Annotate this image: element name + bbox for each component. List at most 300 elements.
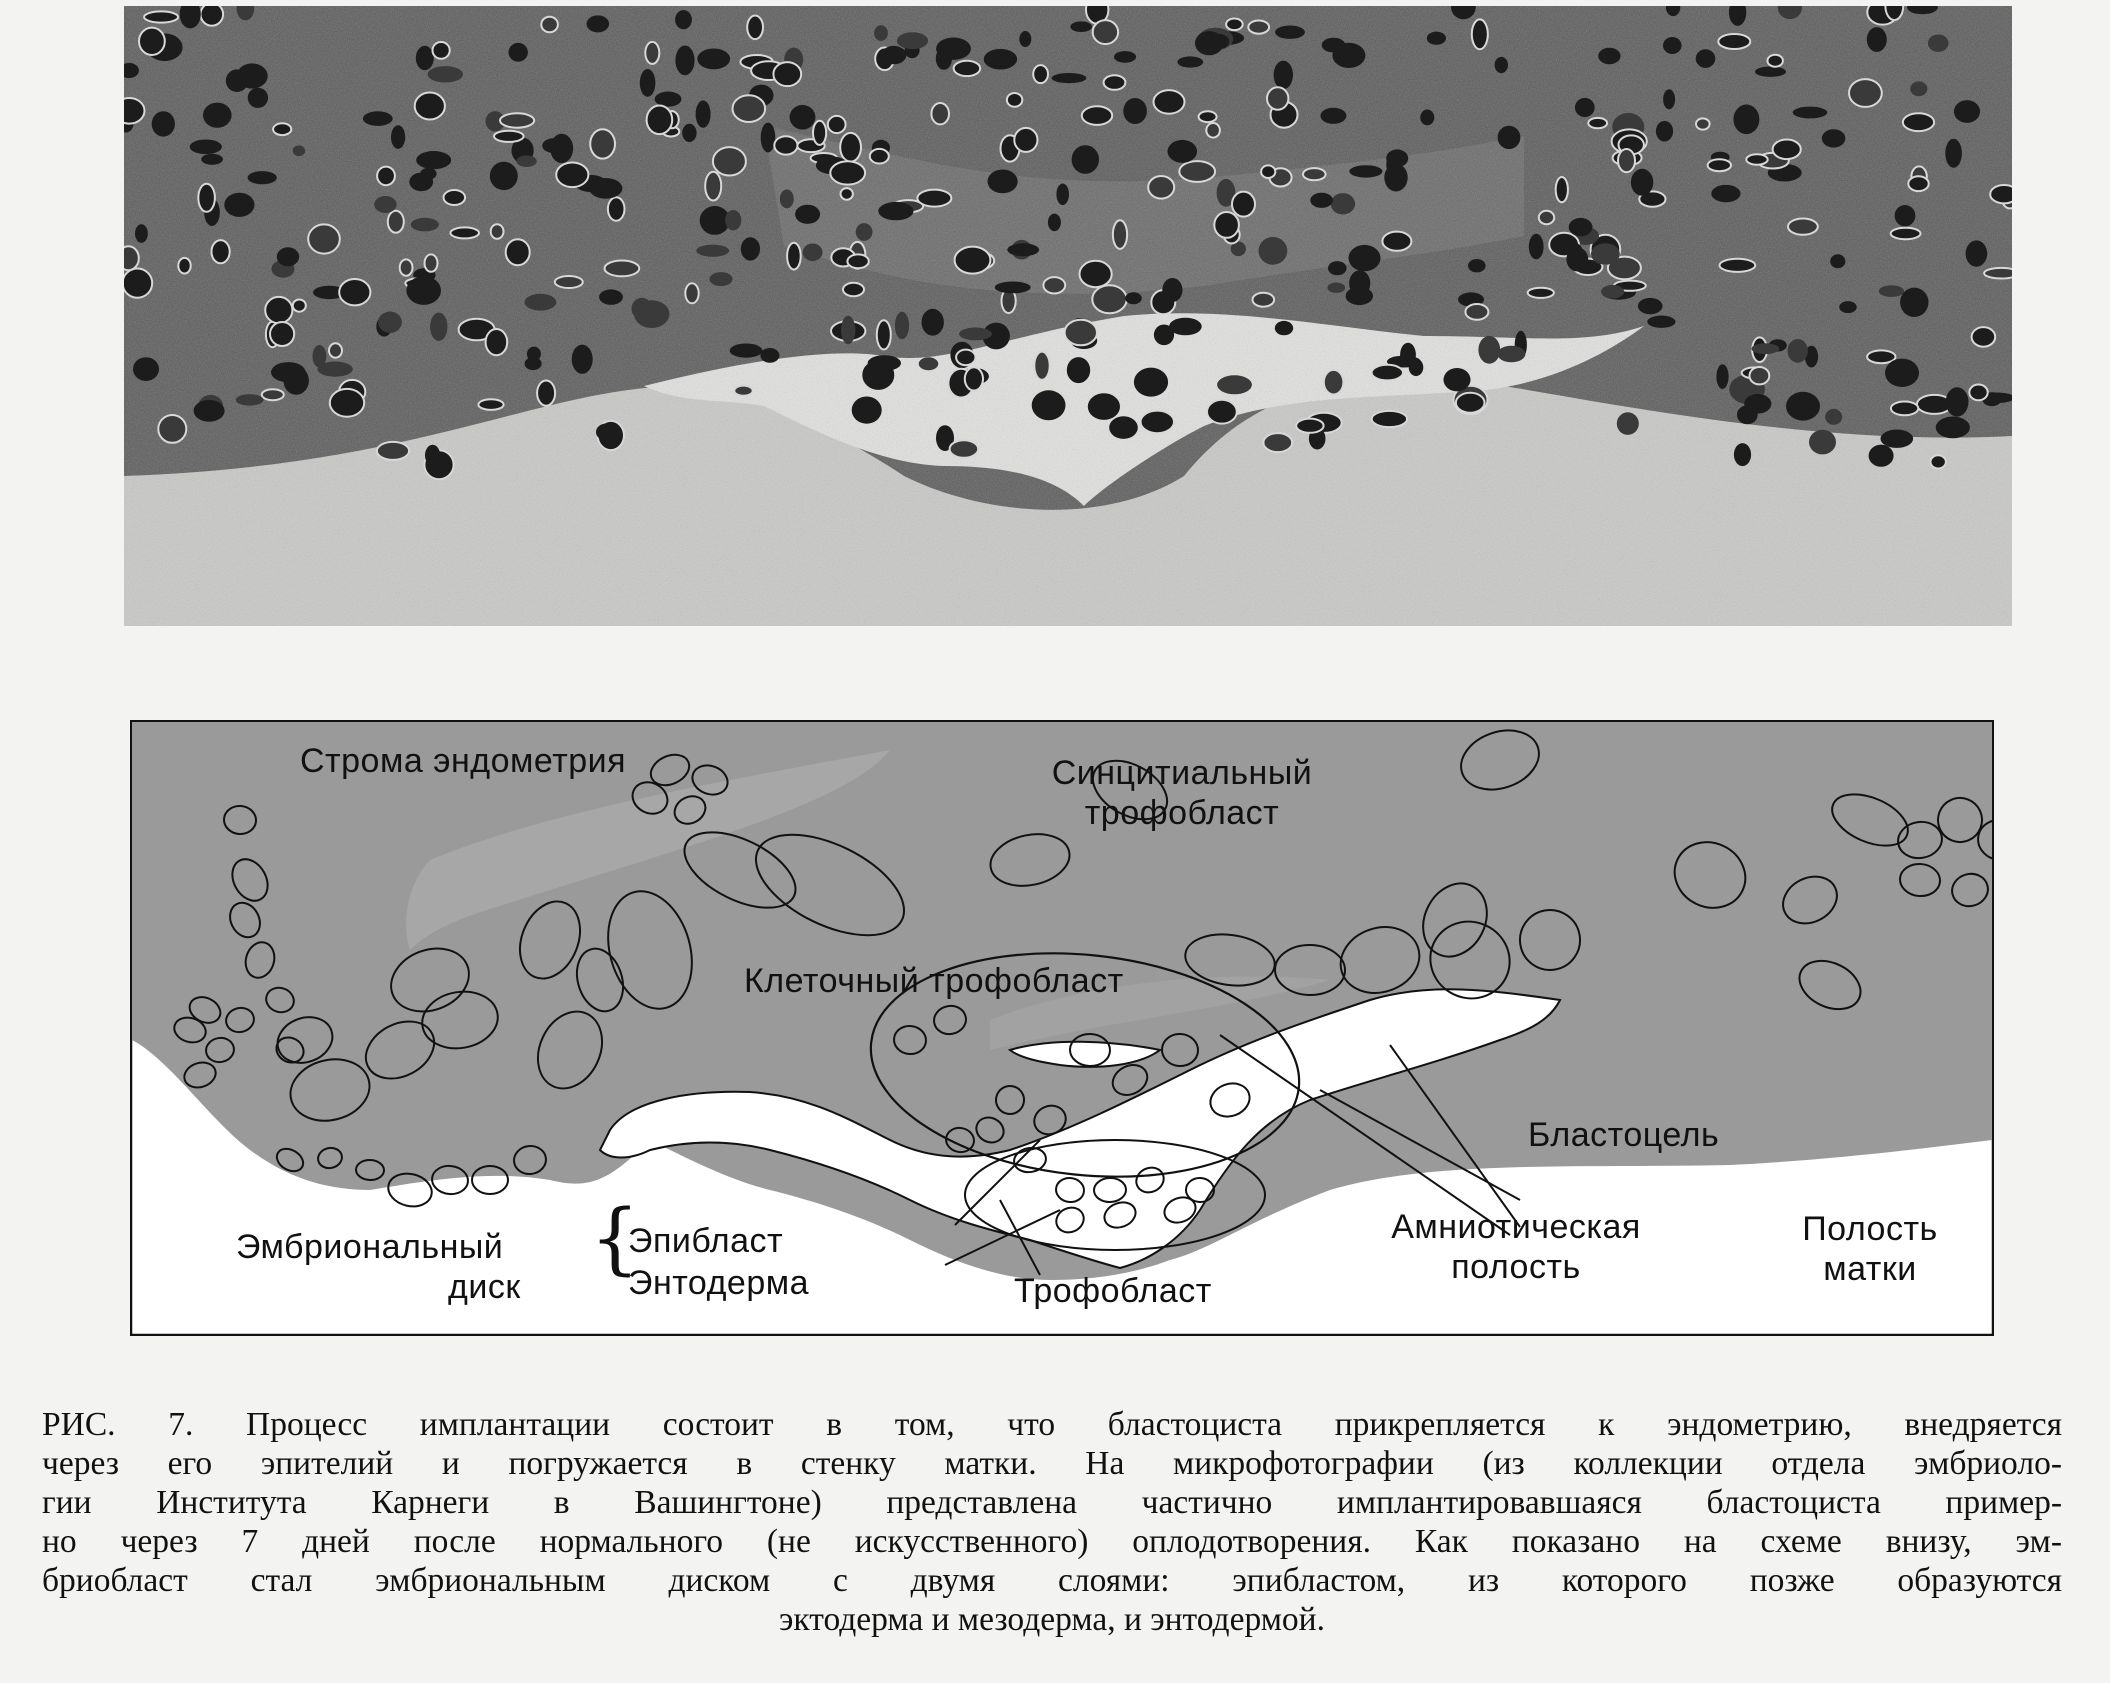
photo-nucleus (1134, 368, 1168, 397)
photo-nucleus (1232, 192, 1255, 217)
photo-nucleus (1080, 261, 1112, 287)
photo-nucleus (1618, 149, 1635, 172)
photo-nucleus (494, 131, 524, 142)
photo-nucleus (1972, 327, 1996, 347)
caption-line-1 (42, 1405, 2062, 1444)
photo-nucleus (541, 17, 558, 33)
photo-nucleus (787, 243, 801, 270)
photo-nucleus (1663, 89, 1675, 109)
photo-nucleus (1569, 244, 1582, 258)
photo-nucleus (194, 400, 225, 422)
photo-nucleus (377, 442, 409, 460)
photo-nucleus (293, 146, 306, 157)
label-embryonic-disc-1: Эмбриональный (236, 1228, 504, 1266)
photo-nucleus (965, 367, 983, 390)
photo-nucleus (1788, 339, 1808, 363)
photo-nucleus (313, 345, 327, 368)
photo-nucleus (878, 202, 913, 220)
label-uterine-cavity-2: матки (1823, 1250, 1917, 1288)
photo-nucleus (1601, 285, 1624, 299)
photo-nucleus (587, 15, 610, 32)
label-epiblast: Эпибласт (628, 1222, 784, 1260)
photo-nucleus (1867, 350, 1895, 363)
photo-nucleus (1209, 34, 1230, 49)
photo-nucleus (795, 205, 820, 224)
photo-nucleus (956, 350, 975, 366)
photo-nucleus (1007, 93, 1022, 107)
photo-nucleus (478, 399, 503, 410)
caption-line-2: через его эпителий и погружается в стенку матки. На микрофотографии (из коллекции отдела эмбриоло- (42, 1445, 2062, 1482)
photo-nucleus (1788, 219, 1818, 235)
photo-nucleus (1114, 51, 1136, 63)
photo-nucleus (1556, 177, 1568, 202)
photo-nucleus (1048, 214, 1061, 232)
photo-nucleus (1382, 232, 1411, 251)
photo-nucleus (416, 46, 434, 70)
photo-nucleus (881, 46, 906, 64)
photo-nucleus (1945, 139, 1962, 168)
photo-nucleus (248, 88, 268, 108)
label-amniotic-cavity-2: полость (1451, 1248, 1581, 1286)
photo-nucleus (1169, 318, 1202, 336)
photo-nucleus (685, 283, 698, 303)
photo-nucleus (1168, 140, 1198, 163)
photo-nucleus (124, 246, 139, 270)
photo-nucleus (1733, 105, 1759, 135)
photo-nucleus (1179, 161, 1215, 182)
photo-nucleus (1891, 228, 1921, 239)
photo-nucleus (248, 171, 277, 184)
photo-nucleus (1372, 411, 1407, 427)
photo-nucleus (516, 155, 536, 167)
photo-nucleus (377, 167, 395, 186)
photo-nucleus (158, 415, 186, 443)
photo-nucleus (262, 389, 284, 400)
caption-line-5: бриобласт стал эмбриональным диском с двумя слоями: эпибластом, из которого позже образуются (42, 1562, 2062, 1599)
photo-nucleus (868, 355, 901, 371)
photo-nucleus (1591, 243, 1620, 264)
caption-text-1: Процесс имплантации состоит в том, что бластоциста прикрепляется к эндометрию, внедряется (246, 1406, 2063, 1443)
photo-nucleus (1465, 304, 1488, 320)
photo-nucleus (1207, 400, 1237, 424)
photo-nucleus (430, 313, 447, 341)
photo-nucleus (1199, 111, 1217, 122)
photo-nucleus (696, 245, 729, 257)
label-cytotrophoblast: Клеточный трофобласт (744, 962, 1124, 1000)
photo-nucleus (780, 190, 794, 209)
photo-nucleus (1822, 129, 1846, 147)
photo-nucleus (1495, 57, 1508, 73)
photo-nucleus (1123, 98, 1147, 124)
photo-nucleus (542, 138, 565, 153)
photo-nucleus (1954, 100, 1980, 123)
photo-nucleus (1109, 416, 1138, 439)
photo-nucleus (284, 366, 309, 394)
photo-nucleus (1663, 37, 1682, 54)
photo-nucleus (425, 445, 440, 466)
photo-nucleus (841, 188, 853, 200)
photo-nucleus (1867, 27, 1887, 52)
photo-nucleus (922, 309, 944, 336)
photo-nucleus (509, 43, 528, 62)
photo-nucleus (1696, 118, 1710, 129)
photo-nucleus (144, 11, 178, 22)
photo-nucleus (1206, 123, 1220, 138)
photo-nucleus (655, 92, 682, 107)
photo-nucleus (1830, 254, 1845, 268)
photo-nucleus (1372, 365, 1403, 381)
figure-caption (42, 1405, 2062, 1639)
photo-nucleus (500, 113, 534, 127)
photo-nucleus (959, 328, 992, 341)
photo-nucleus (1786, 392, 1820, 421)
photo-nucleus (950, 440, 979, 458)
photo-nucleus (897, 32, 928, 49)
photo-nucleus (843, 283, 864, 296)
photo-nucleus (190, 140, 222, 155)
photo-nucleus (1014, 128, 1037, 152)
photo-nucleus (1125, 292, 1142, 304)
photo-nucleus (1349, 165, 1382, 177)
photo-nucleus (936, 47, 952, 70)
photo-nucleus (415, 93, 445, 120)
caption-line-3: гии Института Карнеги в Вашингтоне) представлена частично имплантировавшаяся бластоциста пример- (42, 1484, 2062, 1521)
brace-embryonic-disc: { (590, 1194, 641, 1284)
label-blastocoel: Бластоцель (1528, 1116, 1720, 1154)
photo-nucleus (1088, 393, 1120, 420)
photo-nucleus (1885, 359, 1919, 387)
photo-nucleus (741, 237, 760, 260)
photo-nucleus (406, 276, 441, 305)
photo-nucleus (1154, 90, 1185, 114)
photo-nucleus (1617, 412, 1639, 435)
caption-line-4: но через 7 дней после нормального (не искусственного) оплодотворения. Как показано на схеме внизу, эм- (42, 1523, 2062, 1560)
photo-nucleus (1328, 283, 1346, 293)
photo-nucleus (761, 123, 776, 153)
photo-nucleus (1708, 159, 1731, 171)
micrograph-photo (124, 6, 2012, 626)
photo-nucleus (1656, 121, 1673, 142)
label-uterine-cavity-1: Полость (1802, 1210, 1938, 1248)
photo-nucleus (1928, 35, 1949, 52)
label-amniotic-cavity-1: Амниотическая (1391, 1208, 1641, 1246)
photo-nucleus (1720, 259, 1756, 272)
photo-nucleus (1497, 346, 1525, 363)
photo-nucleus (1752, 343, 1780, 354)
photo-nucleus (640, 69, 656, 97)
photo-nucleus (954, 61, 981, 76)
photo-nucleus (599, 289, 623, 304)
photo-nucleus (1638, 298, 1663, 314)
photo-nucleus (1093, 20, 1118, 44)
photo-nucleus (1148, 176, 1174, 199)
photo-nucleus (828, 116, 846, 133)
photo-nucleus (1032, 390, 1066, 420)
photo-nucleus (1253, 293, 1275, 307)
photo-nucleus (1303, 168, 1326, 180)
photo-nucleus (955, 247, 991, 274)
photo-nucleus (1472, 19, 1488, 49)
photo-nucleus (1869, 445, 1894, 467)
photo-nucleus (572, 345, 593, 374)
photo-nucleus (1310, 193, 1333, 208)
photo-nucleus (339, 279, 370, 305)
photo-nucleus (1263, 433, 1292, 452)
photo-nucleus (852, 397, 882, 424)
label-endoderm: Энтодерма (628, 1264, 810, 1302)
photo-nucleus (870, 149, 889, 164)
photo-nucleus (486, 329, 508, 355)
photo-nucleus (198, 184, 215, 212)
photo-nucleus (329, 343, 342, 357)
photo-nucleus (675, 10, 692, 29)
photo-nucleus (409, 173, 433, 192)
photo-nucleus (856, 223, 873, 241)
photo-nucleus (1478, 336, 1500, 364)
photo-nucleus (733, 95, 766, 122)
photo-nucleus (1104, 75, 1126, 90)
photo-nucleus (1275, 321, 1293, 335)
photo-nucleus (874, 25, 888, 41)
photo-nucleus (1034, 352, 1049, 380)
photo-nucleus (841, 316, 855, 344)
photo-nucleus (605, 261, 640, 277)
photo-nucleus (747, 15, 763, 39)
photo-nucleus (1936, 417, 1970, 439)
photo-nucleus (1809, 430, 1836, 455)
photo-nucleus (725, 210, 741, 230)
photo-nucleus (1386, 149, 1408, 167)
photo-nucleus (1894, 403, 1914, 414)
photo-nucleus (433, 42, 450, 59)
photo-nucleus (988, 170, 1018, 194)
photo-nucleus (1082, 106, 1112, 125)
photo-nucleus (1328, 261, 1347, 275)
label-embryonic-disc-2: диск (448, 1268, 521, 1306)
photo-nucleus (124, 98, 145, 124)
photo-nucleus (1409, 359, 1424, 376)
photo-nucleus (1598, 48, 1620, 64)
photo-nucleus (1746, 154, 1767, 164)
photo-nucleus (1716, 364, 1728, 389)
photo-nucleus (590, 129, 615, 158)
photo-nucleus (1881, 430, 1914, 448)
photo-nucleus (212, 240, 230, 263)
photo-nucleus (760, 348, 779, 363)
photo-nucleus (710, 272, 733, 286)
photo-nucleus (201, 6, 224, 26)
photo-nucleus (1043, 277, 1065, 293)
photo-nucleus (1900, 288, 1928, 317)
photo-nucleus (400, 259, 413, 275)
photo-nucleus (391, 125, 405, 149)
photo-nucleus (1033, 65, 1048, 83)
photo-nucleus (1793, 107, 1828, 119)
photo-nucleus (647, 106, 673, 135)
photo-nucleus (1984, 268, 2012, 279)
photo-nucleus (1773, 140, 1801, 160)
photo-nucleus (133, 357, 159, 381)
photo-nucleus (178, 258, 190, 274)
label-endometrial-stroma: Строма эндометрия (300, 742, 627, 780)
label-syncytiotrophoblast-2: трофобласт (1084, 794, 1280, 832)
photo-nucleus (931, 103, 949, 124)
photo-nucleus (1750, 367, 1770, 384)
photo-nucleus (135, 224, 148, 243)
photo-nucleus (682, 124, 696, 142)
photo-nucleus (1332, 43, 1365, 68)
photo-nucleus (1575, 98, 1595, 117)
photo-nucleus (1849, 79, 1882, 107)
photo-nucleus (330, 389, 364, 417)
photo-nucleus (1895, 205, 1916, 226)
photo-nucleus (237, 63, 268, 88)
photo-nucleus (374, 196, 396, 213)
photo-nucleus (713, 147, 746, 175)
photo-nucleus (1931, 455, 1946, 468)
photo-nucleus (705, 172, 721, 201)
photo-nucleus (490, 162, 518, 190)
photo-nucleus (308, 224, 340, 253)
photo-nucleus (1456, 393, 1485, 413)
photo-nucleus (813, 121, 826, 145)
photo-nucleus (1072, 145, 1099, 174)
photo-nucleus (1056, 184, 1069, 206)
photo-nucleus (1468, 259, 1486, 272)
photo-nucleus (1007, 243, 1039, 256)
photo-nucleus (527, 347, 541, 362)
photo-nucleus (1259, 237, 1288, 265)
label-syncytiotrophoblast-1: Синцитиальный (1051, 754, 1313, 792)
photo-nucleus (1274, 61, 1293, 90)
photo-nucleus (917, 190, 951, 207)
photo-nucleus (1346, 287, 1373, 305)
photo-nucleus (632, 298, 653, 320)
photo-nucleus (293, 300, 306, 312)
photo-nucleus (919, 357, 939, 370)
photo-nucleus (830, 161, 865, 184)
photo-nucleus (556, 163, 588, 188)
photo-nucleus (895, 312, 909, 340)
photo-nucleus (1528, 288, 1554, 298)
photo-nucleus (425, 254, 438, 271)
photo-nucleus (273, 123, 291, 135)
photo-nucleus (1839, 301, 1856, 313)
photo-nucleus (1588, 118, 1607, 128)
photo-nucleus (730, 344, 763, 358)
photo-nucleus (1696, 49, 1716, 68)
photo-nucleus (411, 218, 439, 232)
photo-nucleus (491, 224, 504, 239)
photo-nucleus (224, 193, 254, 217)
photo-nucleus (1267, 87, 1288, 109)
photo-nucleus (1908, 176, 1928, 191)
photo-nucleus (270, 322, 294, 346)
photo-nucleus (1647, 316, 1675, 328)
photo-nucleus (1065, 320, 1097, 346)
photo-nucleus (1718, 34, 1750, 49)
photo-nucleus (608, 197, 625, 220)
photo-nucleus (1966, 240, 1988, 266)
photo-nucleus (1444, 368, 1471, 391)
photo-nucleus (378, 312, 402, 333)
photo-nucleus (675, 46, 694, 76)
photo-nucleus (984, 49, 1017, 70)
photo-nucleus (1092, 285, 1126, 313)
photo-nucleus (1324, 370, 1344, 395)
photo-nucleus (277, 247, 299, 266)
photo-nucleus (1969, 385, 1987, 401)
photo-nucleus (428, 66, 463, 82)
photo-nucleus (1067, 357, 1090, 383)
photo-nucleus (1631, 169, 1653, 196)
photo-nucleus (877, 320, 891, 349)
photo-nucleus (236, 394, 264, 405)
photo-nucleus (1734, 443, 1751, 466)
photo-nucleus (1910, 81, 1927, 96)
photo-nucleus (1177, 56, 1203, 67)
photo-nucleus (1052, 73, 1087, 83)
photo-nucleus (152, 111, 175, 136)
photo-nucleus (506, 239, 530, 265)
label-trophoblast: Трофобласт (1014, 1272, 1212, 1310)
photo-nucleus (790, 105, 816, 130)
photo-nucleus (201, 154, 223, 165)
photo-nucleus (124, 269, 152, 298)
photo-nucleus (450, 227, 479, 238)
photo-nucleus (1946, 387, 1969, 416)
photo-nucleus (1737, 405, 1758, 424)
photo-nucleus (139, 28, 165, 55)
photo-nucleus (265, 297, 292, 323)
caption-line-6: эктодерма и мезодерма, и энтодермой. (779, 1601, 1325, 1638)
photo-nucleus (1529, 234, 1544, 260)
photo-nucleus (1569, 218, 1593, 236)
photo-nucleus (1539, 211, 1554, 225)
photo-nucleus (645, 42, 659, 64)
photo-nucleus (840, 133, 861, 162)
photo-nucleus (1162, 278, 1182, 302)
photo-nucleus (525, 294, 557, 311)
photo-nucleus (803, 244, 823, 262)
photo-nucleus (1248, 21, 1269, 34)
photo-nucleus (1990, 185, 2012, 203)
photo-nucleus (1420, 110, 1434, 126)
photo-nucleus (1019, 31, 1031, 47)
photo-nucleus (388, 211, 404, 233)
photo-nucleus (537, 381, 555, 406)
photo-nucleus (555, 276, 583, 288)
photo-nucleus (1261, 165, 1275, 178)
photo-nucleus (1349, 245, 1381, 271)
photo-nucleus (1226, 19, 1243, 31)
photo-nucleus (1113, 220, 1127, 249)
photo-nucleus (596, 424, 617, 441)
photo-nucleus (1755, 67, 1786, 77)
photo-nucleus (774, 136, 797, 154)
photo-nucleus (416, 151, 451, 169)
photo-nucleus (1141, 411, 1174, 434)
photo-nucleus (1217, 375, 1252, 394)
photo-nucleus (696, 100, 711, 127)
photo-nucleus (697, 49, 730, 70)
photo-nucleus (1879, 285, 1904, 297)
photo-nucleus (1384, 164, 1407, 192)
photo-nucleus (589, 178, 622, 199)
photo-nucleus (1275, 26, 1305, 39)
photo-nucleus (1903, 113, 1934, 131)
photo-nucleus (847, 254, 868, 268)
